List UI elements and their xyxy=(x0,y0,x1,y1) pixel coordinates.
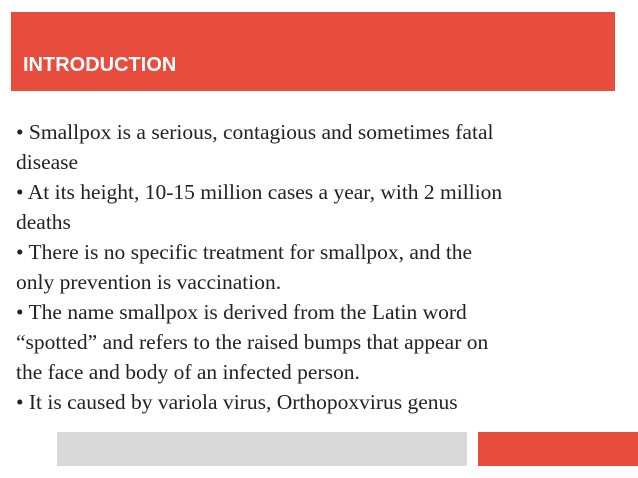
header-bar xyxy=(11,12,615,91)
footer-gray-bar xyxy=(57,432,467,466)
footer-accent-bar xyxy=(478,432,638,466)
bullet-line: the face and body of an infected person. xyxy=(16,360,360,384)
bullet-line: • At its height, 10-15 million cases a year, with 2 million xyxy=(16,180,503,204)
bullet-line: • There is no specific treatment for smallpox, and the xyxy=(16,240,473,264)
bullet-line: • Smallpox is a serious, contagious and sometimes fatal xyxy=(16,120,494,144)
bullet-line: • The name smallpox is derived from the Latin word xyxy=(16,300,467,324)
bullet-line: only prevention is vaccination. xyxy=(16,270,282,294)
bullet-line: “spotted” and refers to the raised bumps that appear on xyxy=(16,330,489,354)
bullet-line: deaths xyxy=(16,210,71,234)
bullet-list xyxy=(16,117,616,417)
bullet-line: • It is caused by variola virus, Orthopoxvirus genus xyxy=(16,390,458,414)
slide-title: INTRODUCTION xyxy=(23,54,177,76)
bullet-line: disease xyxy=(16,150,79,174)
